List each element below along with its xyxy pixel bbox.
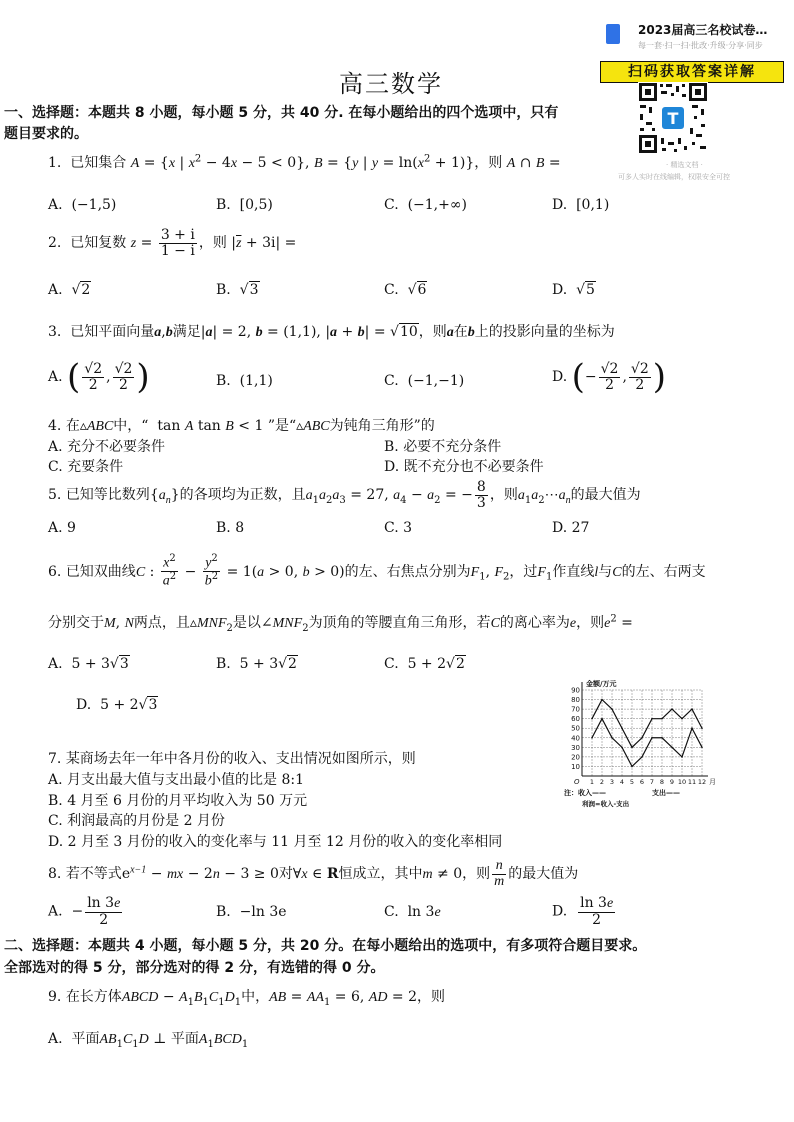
q9-option-a[interactable]: A. 平面$AB_1C_1D$ ⊥ 平面$A_1BCD_1$ [48, 1031, 249, 1050]
q1-stem-a: 已知集合 [70, 155, 127, 171]
q2-option-d[interactable]: D. √5 [552, 282, 595, 298]
question-1: 1. 已知集合 A = {x | $x^2 - 4x - 5 < 0$}, B = {y | $y = \ln(x^2 + 1)$}，则 A ∩ B = [48, 153, 561, 171]
legend-profit: 利润=收入-支出 [582, 800, 630, 808]
q7-option-c[interactable]: C. 利润最高的月份是 2 月份 [48, 813, 225, 829]
y-tick-label: 70 [571, 705, 580, 714]
data-point [611, 708, 613, 710]
question-8: 8. 若不等式$e^{x-1}$ − mx − 2n − 3 ≥ 0对∀x ∈ R恒成立，其中m ≠ 0，则 $\frac{n}{m}$ 的最大值为 [48, 858, 579, 889]
x-tick-label: 8 [659, 778, 665, 786]
q6-option-d[interactable]: D. 5 + 2√3 [76, 697, 158, 713]
data-point [591, 737, 593, 739]
q8-option-a[interactable]: A. − $\frac{\ln 3e}{2}$ [48, 895, 121, 928]
data-point [681, 756, 683, 758]
q2-option-b[interactable]: B. √3 [216, 282, 259, 298]
y-tick-label: 60 [571, 715, 580, 724]
data-point [601, 699, 603, 701]
x-tick-label: 6 [639, 778, 645, 786]
section1-heading-line2: 题目要求的。 [4, 126, 88, 142]
data-point [621, 727, 623, 729]
data-point [641, 737, 643, 739]
data-point [661, 718, 663, 720]
x-tick-label: 11 [687, 778, 697, 786]
answer-banner[interactable]: 扫码获取答案详解 [600, 61, 784, 83]
data-point [651, 718, 653, 720]
data-point [691, 708, 693, 710]
x-tick-label: 9 [669, 778, 675, 786]
document-app-icon [606, 24, 620, 44]
question-7: 7. 某商场去年一年中各月份的收入、支出情况如图所示，则 [48, 751, 416, 767]
section1-heading-line1: 一、选择题：本题共 8 小题，每小题 5 分，共 40 分. 在每小题给出的四个选项中，只有 [4, 105, 559, 121]
question-4: 4. 在▵ABC中，“ tan A tan B < 1 ”是“▵ABC为钝角三角形”的 [48, 418, 435, 434]
series-line-income [592, 700, 702, 748]
x-tick-label: 10 [677, 778, 687, 786]
y-tick-label: 20 [571, 753, 580, 762]
question-6-line2: 分别交于M, N两点，且$▵MNF_2$是以$\angle MNF_2$为顶角的等腰直角三角形，若C的离心率为e，则$e^2$ = [48, 613, 633, 634]
brand-title: 2023届高三名校试卷… [638, 23, 768, 37]
data-point [701, 747, 703, 749]
data-point [631, 747, 633, 749]
legend-expense: 支出—— [652, 789, 680, 797]
page-title: 高三数学 [339, 70, 443, 98]
section2-heading-line2: 全部选对的得 5 分，部分选对的得 2 分，有选错的得 0 分。 [4, 960, 385, 976]
chart-svg [562, 678, 714, 810]
q3-option-c[interactable]: C. (−1,−1) [384, 373, 465, 389]
brand-subtitle: 每一套·扫一扫·批改·升级·分享·同步 [638, 41, 763, 50]
question-9: 9. 在长方体ABCD − $A_1B_1C_1D_1$中，AB = $AA_1 = 6$, AD = 2，则 [48, 989, 446, 1008]
data-point [691, 727, 693, 729]
y-tick-label: 30 [571, 743, 580, 752]
series-line-expense [592, 719, 702, 767]
q7-option-b[interactable]: B. 4 月至 6 月份的月平均收入为 50 万元 [48, 793, 308, 809]
q8-option-b[interactable]: B. −ln 3e [216, 904, 287, 920]
q4-option-b[interactable]: B. 必要不充分条件 [384, 439, 502, 455]
y-tick-label: 50 [571, 724, 580, 733]
origin-label: O [574, 778, 580, 786]
q2-option-c[interactable]: C. √6 [384, 282, 427, 298]
qr-header-block [598, 16, 792, 188]
income-expense-chart [562, 678, 714, 810]
data-point [651, 737, 653, 739]
q4-option-c[interactable]: C. 充要条件 [48, 459, 124, 475]
data-point [631, 766, 633, 768]
x-tick-label: 5 [629, 778, 635, 786]
q4-option-a[interactable]: A. 充分不必要条件 [48, 439, 166, 455]
data-point [661, 737, 663, 739]
data-point [591, 718, 593, 720]
q1-option-b[interactable]: B. [0,5) [216, 197, 273, 213]
data-point [681, 718, 683, 720]
q8-option-c[interactable]: C. ln 3e [384, 904, 441, 920]
q1-option-d[interactable]: D. [0,1) [552, 197, 610, 213]
q1-option-a[interactable]: A. (−1,5) [48, 197, 117, 213]
data-point [621, 747, 623, 749]
legend-income: 注：收入—— [564, 789, 606, 797]
y-tick-label: 80 [571, 696, 580, 705]
x-axis-label: 月 [709, 778, 716, 786]
q1-number: 1. [48, 155, 62, 171]
question-5: 5. 已知等比数列$\{a_n\}$的各项均为正数，且$a_1a_2a_3 = 27$, $a_4 - a_2$ = − $\frac{8}{3}$ ，则$a_1a_2\cdots a_n$的最大值为 [48, 479, 641, 511]
center-badge-icon: T [667, 109, 679, 128]
q4-option-d[interactable]: D. 既不充分也不必要条件 [384, 459, 544, 475]
data-point [671, 708, 673, 710]
q3-option-b[interactable]: B. (1,1) [216, 373, 273, 389]
q6-option-a[interactable]: A. 5 + 3√3 [48, 656, 129, 672]
y-tick-label: 40 [571, 734, 580, 743]
q7-option-a[interactable]: A. 月支出最大值与支出最小值的比是 8:1 [48, 772, 304, 788]
q3-option-a[interactable]: A. ( $\frac{√2}{2}$ , $\frac{√2}{2}$ ) [48, 357, 150, 397]
x-tick-label: 2 [599, 778, 605, 786]
x-tick-label: 7 [649, 778, 655, 786]
q6-option-c[interactable]: C. 5 + 2√2 [384, 656, 465, 672]
data-point [641, 756, 643, 758]
section2-heading-line1: 二、选择题：本题共 4 小题，每小题 5 分，共 20 分。在每小题给出的选项中，有多项符合题目要求。 [4, 938, 647, 954]
q3-option-d[interactable]: D. (− $\frac{√2}{2}$ , $\frac{√2}{2}$ ) [552, 357, 667, 397]
q1-stem-b: ，则 [474, 155, 503, 171]
question-3: 3. 已知平面向量a,b满足|a| = 2, b = (1,1), |a + b| = √10，则a在b上的投影向量的坐标为 [48, 324, 615, 340]
q5-option-a[interactable]: A. 9 [48, 520, 76, 536]
data-point [671, 747, 673, 749]
q1-option-c[interactable]: C. (−1,+∞) [384, 197, 467, 213]
y-axis-label: 金额/万元 [586, 680, 617, 688]
caption-bottom: 可多人实时在线编辑，权限安全可控 [618, 173, 730, 181]
x-tick-label: 12 [697, 778, 707, 786]
data-point [611, 737, 613, 739]
y-tick-label: 90 [571, 686, 580, 695]
x-tick-label: 4 [619, 778, 625, 786]
q6-option-b[interactable]: B. 5 + 3√2 [216, 656, 297, 672]
qr-code[interactable] [638, 82, 708, 154]
q7-option-d[interactable]: D. 2 月至 3 月份的收入的变化率与 11 月至 12 月份的收入的变化率相同 [48, 834, 503, 850]
caption-top: · 精选文档 · [666, 161, 703, 169]
y-tick-label: 10 [571, 762, 580, 771]
q5-option-b[interactable]: B. 8 [216, 520, 245, 536]
data-point [601, 718, 603, 720]
data-point [701, 727, 703, 729]
q8-option-d[interactable]: D. $\frac{\ln 3e}{2}$ [552, 895, 614, 928]
q2-option-a[interactable]: A. √2 [48, 282, 91, 298]
question-6-line1: 6. 已知双曲线C : $\frac{x^2}{a^2}$ − $\frac{y^2}{b^2}$ = 1(a > 0, b > 0)的左、右焦点分别为$F_1$, $F_2$，过$F_1$作直线l与C的左、右两支 [48, 553, 706, 589]
x-tick-label: 1 [589, 778, 595, 786]
question-2: 2. 已知复数 z = $\frac{3 + i}{1 - i}$ ，则 $|\overline{z} + 3i|$ = [48, 227, 297, 259]
q5-option-d[interactable]: D. 27 [552, 520, 590, 536]
q1-set-expression: A [130, 156, 140, 171]
x-tick-label: 3 [609, 778, 615, 786]
q5-option-c[interactable]: C. 3 [384, 520, 413, 536]
